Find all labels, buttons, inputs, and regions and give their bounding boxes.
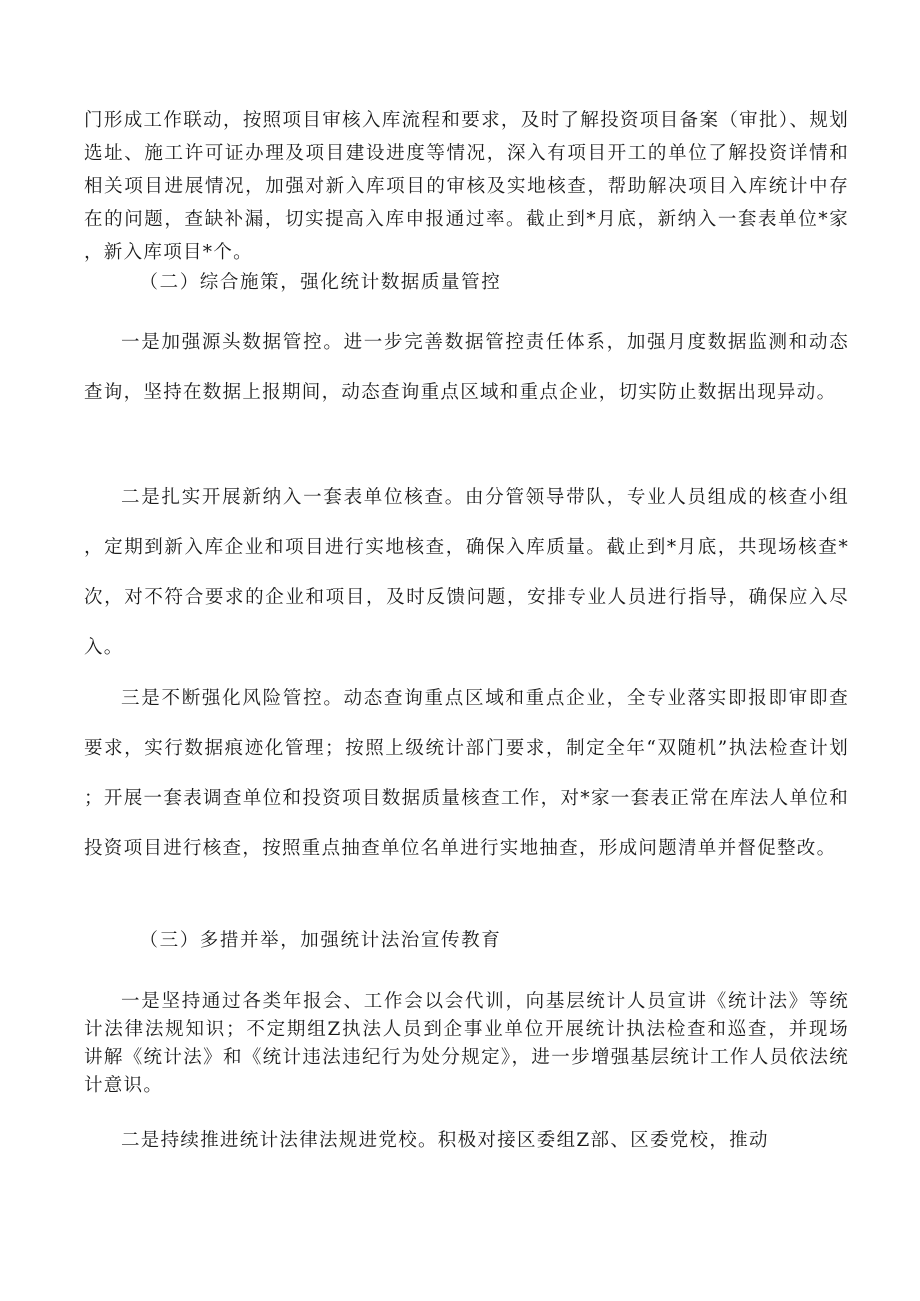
paragraph-source-data-control: 一是加强源头数据管控。进一步完善数据管控责任体系，加强月度数据监测和动态查询，坚持在数据上报期间，动态查询重点区域和重点企业，切实防止数据出现异动。 [84,332,849,403]
section-heading-legal-education: （三）多措并举，加强统计法治宣传教育 [139,930,502,951]
paragraph-project-intake: 门形成工作联动，按照项目审核入库流程和要求，及时了解投资项目备案（审批）、规划选址、施工许可证办理及项目建设进度等情况，深入有项目开工的单位了解投资详情和相关项目进展情况，加强对新入库项目的审核及实地核查，帮助解决项目入库统计中存在的问题，查缺补漏，切实提高入库申报通过率。截止到*月底，新纳入一套表单位*家，新入库项目*个。 [84,110,849,263]
paragraph-risk-control: 三是不断强化风险管控。动态查询重点区域和重点企业，全专业落实即报即审即查要求，实行数据痕迹化管理；按照上级统计部门要求，制定全年“双随机”执法检查计划；开展一套表调查单位和投资项目数据质量核查工作，对*家一套表正常在库法人单位和投资项目进行核查，按照重点抽查单位名单进行实地抽查，形成问题清单并督促整改。 [84,688,849,859]
paragraph-party-school: 二是持续推进统计法律法规进党校。积极对接区委组Z部、区委党校，推动 [121,1130,769,1151]
section-heading-data-quality: （二）综合施策，强化统计数据质量管控 [139,272,502,293]
paragraph-statistics-law-promotion: 一是坚持通过各类年报会、工作会以会代训，向基层统计人员宣讲《统计法》等统计法律法规知识；不定期组Z执法人员到企事业单位开展统计执法检查和巡查，并现场讲解《统计法》和《统计违法违纪行为处分规定》，进一步增强基层统计工作人员依法统计意识。 [84,991,849,1096]
paragraph-unit-verification: 二是扎实开展新纳入一套表单位核查。由分管领导带队，专业人员组成的核查小组，定期到新入库企业和项目进行实地核查，确保入库质量。截止到*月底，共现场核查*次，对不符合要求的企业和项目，及时反馈问题，安排专业人员进行指导，确保应入尽入。 [84,487,849,658]
